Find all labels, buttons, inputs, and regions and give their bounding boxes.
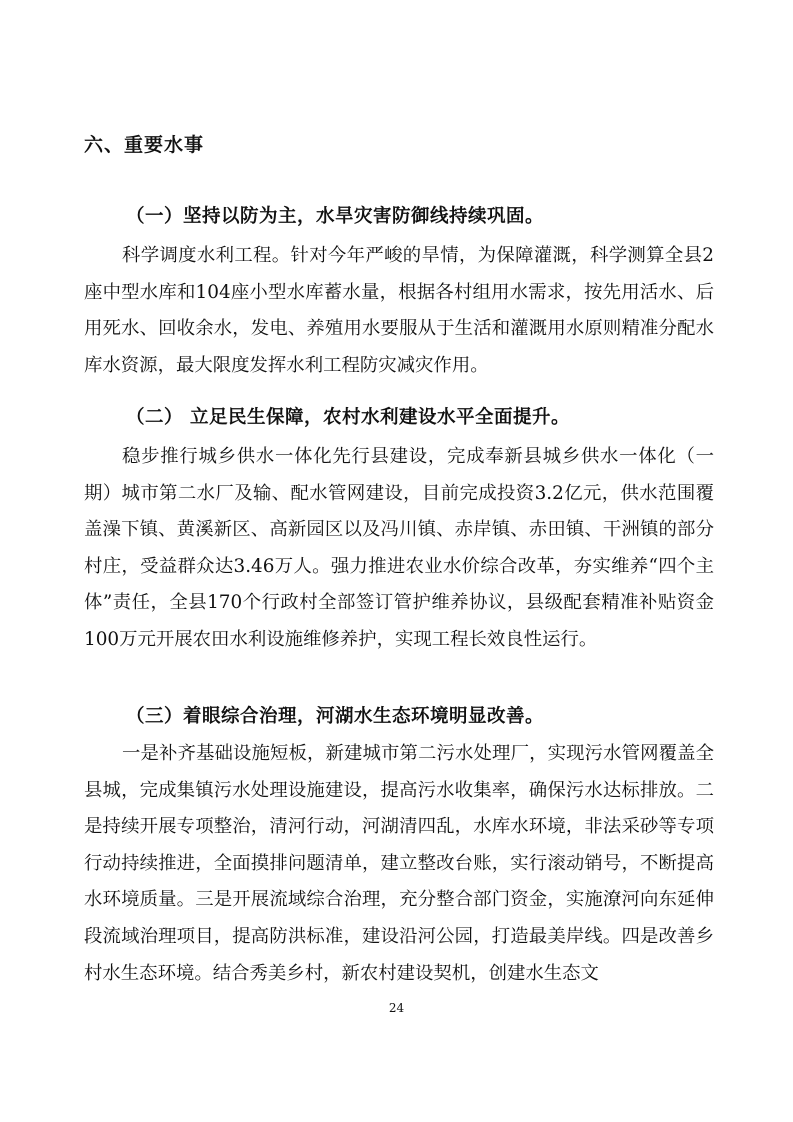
subsection-1-paragraph: 科学调度水利工程。针对今年严峻的旱情，为保障灌溉，科学测算全县2座中型水库和104座小型水库蓄水量，根据各村组用水需求，按先用活水、后用死水、回收余水，发电、养殖用水要服从于生活和灌溉用水原则精准分配水库水资源，最大限度发挥水利工程防灾减灾作用。 — [84, 245, 714, 376]
page-number: 24 — [388, 1001, 405, 1015]
subsection-1-heading: （一）坚持以防为主，水旱灾害防御线持续巩固。 — [126, 206, 545, 227]
subsection-2-heading: （二） 立足民生保障，农村水利建设水平全面提升。 — [126, 407, 570, 428]
subsection-3-paragraph: 一是补齐基础设施短板，新建城市第二污水处理厂，实现污水管网覆盖全县城，完成集镇污水处理设施建设，提高污水收集率，确保污水达标排放。二是持续开展专项整治，清河行动，河湖清四乱，水库水环境，非法采砂等专项行动持续推进，全面摸排问题清单，建立整改台账，实行滚动销号，不断提高水环境质量。三是开展流域综合治理，充分整合部门资金，实施潦河向东延伸段流域治理项目，提高防洪标准，建设沿河公园，打造最美岸线。四是改善乡村水生态环境。结合秀美乡村，新农村建设契机，创建水生态文 — [84, 743, 714, 984]
section-title: 六、重要水事 — [84, 134, 205, 156]
subsection-3-heading: （三）着眼综合治理，河湖水生态环境明显改善。 — [126, 706, 545, 727]
subsection-2-paragraph: 稳步推行城乡供水一体化先行县建设，完成奉新县城乡供水一体化（一期）城市第二水厂及输、配水管网建设，目前完成投资3.2亿元，供水范围覆盖澡下镇、黄溪新区、高新园区以及冯川镇、赤岸镇、赤田镇、干洲镇的部分村庄，受益群众达3.46万人。强力推进农业水价综合改革，夯实维养“四个主体”责任，全县170个行政村全部签订管护维养协议，县级配套精准补贴资金100万元开展农田水利设施维修养护，实现工程长效良性运行。 — [84, 446, 714, 650]
